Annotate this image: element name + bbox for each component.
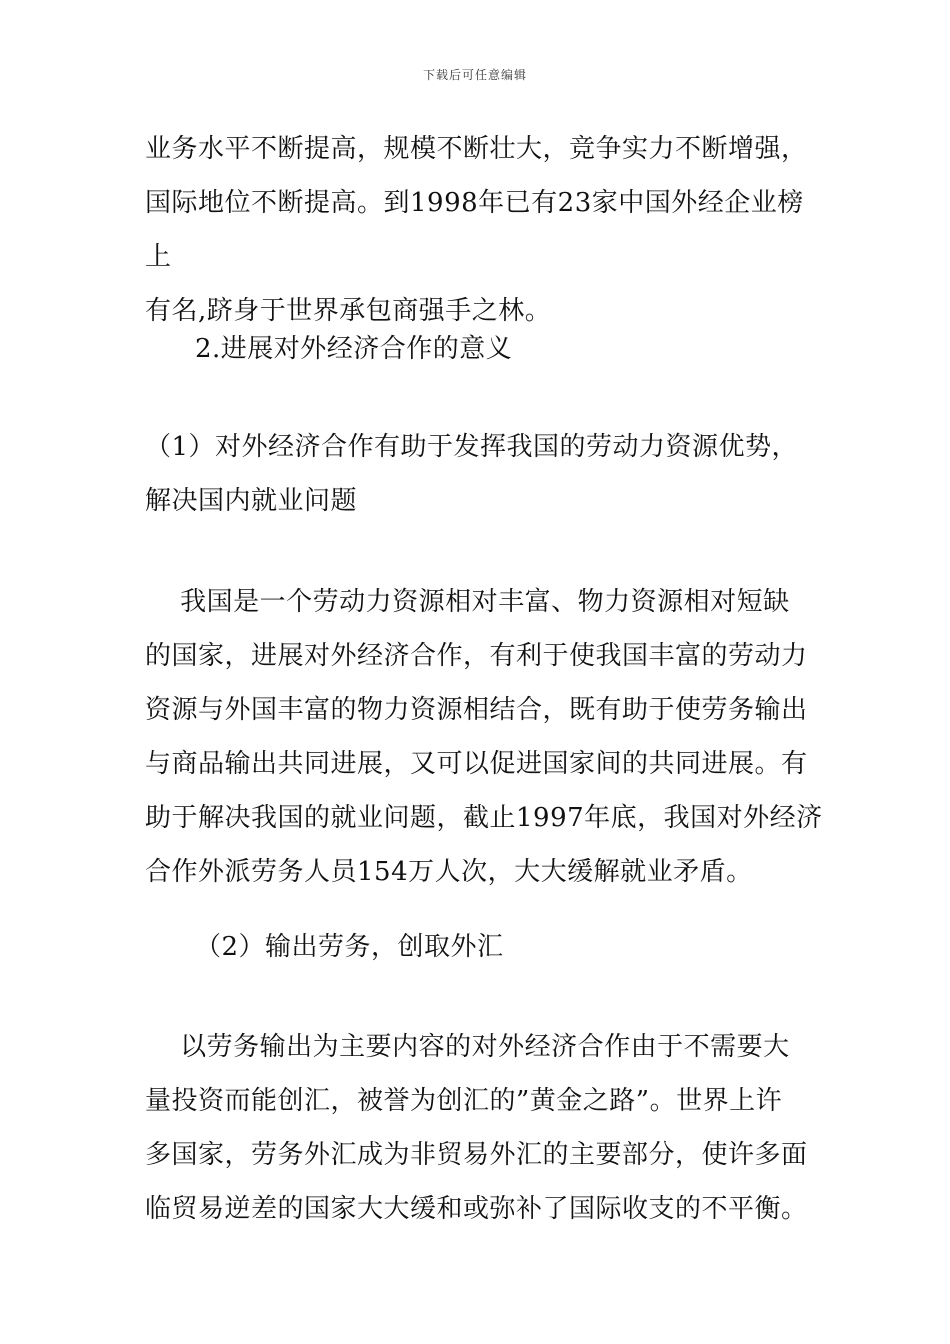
subheading-labor-advantage: （1）对外经济合作有助于发挥我国的劳动力资源优势， 解决国内就业问题: [145, 432, 799, 516]
paragraph-intro: 业务水平不断提高，规模不断壮大，竞争实力不断增强， 国际地位不断提高。到1998年已有23家中国外经企业榜上 有名,跻身于世界承包商强手之林。: [145, 134, 808, 326]
section-heading: 2.进展对外经济合作的意义: [195, 334, 513, 364]
paragraph-labor-resources: 我国是一个劳动力资源相对丰富、物力资源相对短缺 的国家，进展对外经济合作，有利于使我国丰富的劳动力 资源与外国丰富的物力资源相结合，既有助于使劳务输出 与商品输出共同进展，又可以促进国家间的共同进展。有 助于解决我国的就业问题，截止1997年底，我国对外经济 合作外派劳务人员154万人次，大大缓解就业矛盾。: [145, 587, 823, 887]
paragraph-foreign-exchange: 以劳务输出为主要内容的对外经济合作由于不需要大 量投资而能创汇，被誉为创汇的”黄金之路”。世界上许 多国家，劳务外汇成为非贸易外汇的主要部分，使许多面 临贸易逆差的国家大大缓和或弥补了国际收支的不平衡。: [145, 1032, 808, 1224]
subheading-foreign-exchange: （2）输出劳务，创取外汇: [195, 932, 504, 962]
download-note: 下载后可任意编辑: [422, 68, 527, 82]
